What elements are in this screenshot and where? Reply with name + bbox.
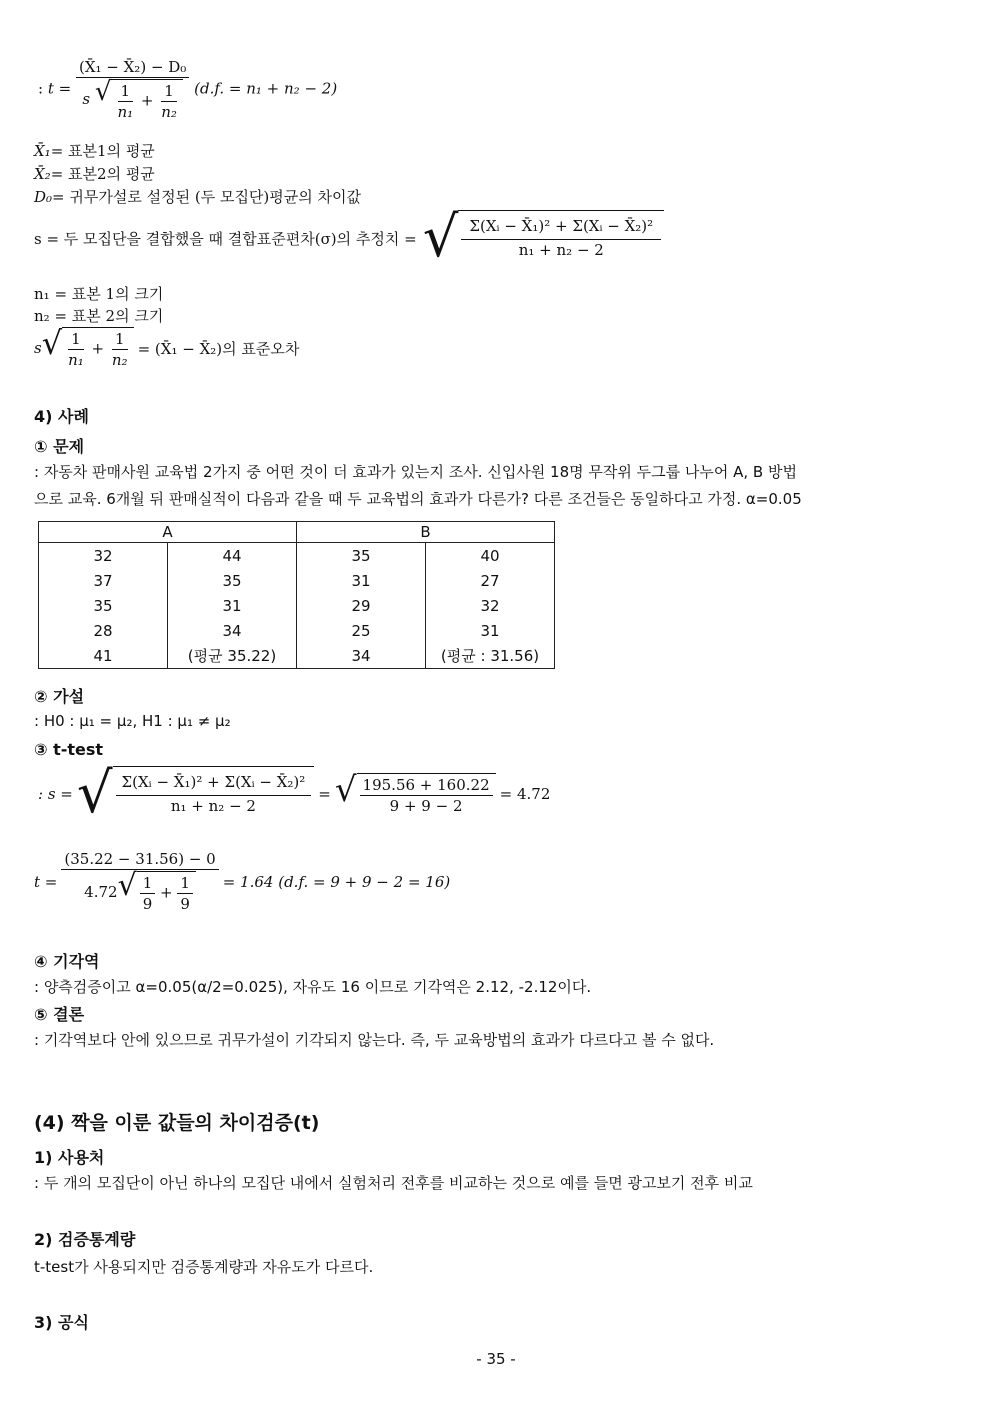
formula-lhs: t = — [47, 79, 72, 98]
page-number: - 35 - — [476, 1350, 516, 1368]
definitions-n — [34, 283, 163, 327]
t-result: = 1.64 (d.f. = 9 + 9 − 2 = 16) — [222, 872, 451, 891]
s-def-denominator: n₁ + n₂ − 2 — [518, 241, 604, 259]
table-header-row — [39, 522, 555, 543]
se-text: = (X̄₁ − X̄₂)의 표준오차 — [137, 339, 300, 358]
paired-section-title: (4) 짝을 이룬 값들의 차이검증(t) — [34, 1112, 320, 1134]
t-comp-numerator: (35.22 − 31.56) − 0 — [61, 850, 218, 870]
definitions — [34, 140, 361, 209]
s-comp-numerator-2: 195.56 + 160.22 — [360, 776, 493, 796]
formula-df: (d.f. = n₁ + n₂ − 2) — [194, 79, 338, 98]
s-def-numerator: Σ(Xᵢ − X̄₁)² + Σ(Xᵢ − X̄₂)² — [461, 213, 661, 240]
formula-title: 3) 공식 — [34, 1313, 89, 1332]
s-computation: : s = √ $\frac{\text{Σ(Xᵢ − X̄₁)² + Σ(Xᵢ − X̄₂)²}}{\text{n₁ + n₂ − 2}}$ = √ $\frac{195.56 + 160.22}{9 + 9 - 2}$ = 4.72 — [38, 761, 551, 826]
den-frac2-num: 1 — [161, 82, 177, 102]
s-result: = 4.72 — [499, 785, 551, 803]
s-comp-denominator-2: 9 + 9 − 2 — [389, 797, 463, 815]
stat-text: t-test가 사용되지만 검증통계량과 자유도가 다르다. — [34, 1258, 374, 1276]
hypothesis-title: ② 가설 — [34, 687, 85, 706]
s-comp-denominator: n₁ + n₂ − 2 — [170, 797, 256, 815]
formula-prefix: : — [38, 79, 48, 98]
t-fraction — [76, 58, 189, 121]
den-frac1-num: 1 — [118, 82, 134, 102]
t-denominator — [79, 78, 186, 121]
problem-text-2: 으로 교육. 6개월 뒤 판매실적이 다음과 같을 때 두 교육법의 효과가 다른가? 다른 조건들은 동일하다고 가정. α=0.05 — [34, 490, 802, 508]
table-row: 41 (평균 35.22) 34 (평균 : 31.56) — [39, 643, 555, 669]
data-table — [38, 521, 555, 669]
s-def-sqrt: √ $\frac{\text{Σ(Xᵢ − X̄₁)² + Σ(Xᵢ − X̄₂)²}}{\text{n₁ + n₂ − 2}}$ — [423, 210, 664, 266]
conclusion-title: ⑤ 결론 — [34, 1005, 85, 1024]
den-sqrt: √ $\frac{1}{\text{n₁}}$ + $\frac{1}{\text{n₂}}$ — [95, 79, 183, 121]
def-n2: n₂ = 표본 2의 크기 — [34, 307, 164, 325]
s-definition — [34, 205, 664, 270]
problem-text-1: : 자동차 판매사원 교육법 2가지 중 어떤 것이 더 효과가 있는지 조사. 신입사원 18명 무작위 두그룹 나누어 A, B 방법 — [34, 463, 797, 481]
conclusion-text: : 기각역보다 안에 있으므로 귀무가설이 기각되지 않는다. 즉, 두 교육방법의 효과가 다르다고 볼 수 없다. — [34, 1031, 715, 1049]
section-title: 4) 사례 — [34, 407, 89, 426]
def-x1: X̄₁= 표본1의 평균 — [34, 142, 155, 160]
hypothesis-text: : H0 : μ₁ = μ₂, H1 : μ₁ ≠ μ₂ — [34, 712, 231, 730]
usage-title: 1) 사용처 — [34, 1148, 105, 1167]
table-row: 35 31 29 32 — [39, 593, 555, 618]
table-header-a: A — [39, 522, 297, 543]
usage-text: : 두 개의 모집단이 아닌 하나의 모집단 내에서 실험처리 전후를 비교하는 것으로 예를 들면 광고보기 전후 비교 — [34, 1174, 753, 1192]
s-def-text: s = 두 모집단을 결합했을 때 결합표준편차(σ)의 추정치 = — [34, 229, 417, 248]
t-numerator: (X̄₁ − X̄₂) − D₀ — [76, 58, 189, 78]
sqrt-sign: √ — [94, 77, 112, 107]
def-n1: n₁ = 표본 1의 크기 — [34, 285, 164, 303]
t-computation: t = (35.22 − 31.56) − 0 4.72 √ $\frac{1}{9}$ + $\frac{1}{9}$ = 1.64 (d.f. = 9 + 9 − 2 = 16) — [34, 850, 451, 913]
document-page — [34, 0, 964, 1403]
critical-title: ④ 기각역 — [34, 952, 100, 971]
den-n1: n₁ — [117, 103, 134, 121]
critical-text: : 양측검증이고 α=0.05(α/2=0.025), 자유도 16 이므로 기각역은 2.12, -2.12이다. — [34, 978, 592, 996]
table-row: 37 35 31 27 — [39, 568, 555, 593]
table-header-b: B — [297, 522, 555, 543]
def-x2: X̄₂= 표본2의 평균 — [34, 165, 155, 183]
stat-title: 2) 검증통계량 — [34, 1230, 136, 1249]
den-s: s — [82, 90, 91, 108]
def-d0: D₀= 귀무가설로 설정된 (두 모집단)평균의 차이값 — [34, 188, 361, 206]
se-line: s √ $\frac{1}{\text{n₁}}$ + $\frac{1}{\text{n₂}}$ = (X̄₁ − X̄₂)의 표준오차 — [34, 324, 300, 369]
t-formula — [38, 58, 337, 121]
s-comp-numerator: Σ(Xᵢ − X̄₁)² + Σ(Xᵢ − X̄₂)² — [116, 769, 312, 796]
problem-title: ① 문제 — [34, 437, 85, 456]
den-n2: n₂ — [161, 103, 177, 121]
ttest-title: ③ t-test — [34, 740, 104, 759]
table-row: 28 34 25 31 — [39, 618, 555, 643]
table-row: 32 44 35 40 — [39, 543, 555, 569]
